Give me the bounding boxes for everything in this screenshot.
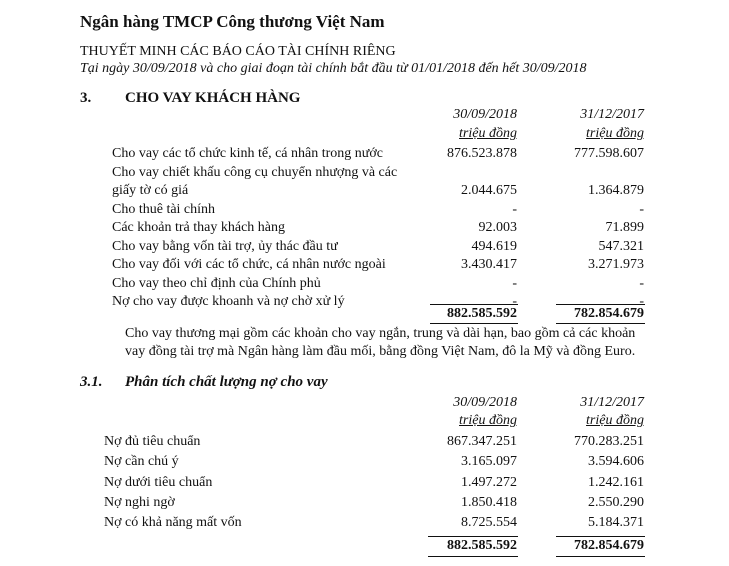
- row-value-2: 777.598.607: [574, 146, 644, 161]
- row-value-2: 1.364.879: [588, 183, 644, 198]
- total-value-2: 782.854.679: [574, 306, 644, 321]
- sub-column-header-date-2: 31/12/2017: [580, 395, 644, 410]
- row-label: Cho vay chiết khấu công cụ chuyển nhượng và các: [112, 164, 398, 180]
- double-rule-1: [430, 323, 518, 324]
- row-value-2: 1.242.161: [588, 474, 644, 490]
- subsection-title: Phân tích chất lượng nợ cho vay: [125, 374, 328, 390]
- row-value-2: 3.271.973: [588, 257, 644, 272]
- bank-name: Ngân hàng TMCP Công thương Việt Nam: [80, 12, 385, 31]
- column-header-date-2: 31/12/2017: [580, 107, 644, 122]
- row-label: Nợ nghi ngờ: [104, 494, 175, 510]
- sub-column-header-unit-2: triệu đồng: [586, 413, 644, 428]
- row-value-2: 2.550.290: [588, 494, 644, 510]
- row-value-1: 876.523.878: [447, 146, 517, 161]
- row-label: Cho thuê tài chính: [112, 201, 216, 217]
- row-value-1: 494.619: [471, 238, 517, 254]
- total-rule-1: [430, 304, 518, 305]
- sub-column-header-date-1: 30/09/2018: [453, 395, 517, 410]
- row-value-1: 867.347.251: [447, 434, 517, 449]
- note-line-1: Cho vay thương mại gồm các khoản cho vay ngắn, trung và dài hạn, bao gồm cả các khoản: [125, 326, 636, 341]
- row-label: Nợ đủ tiêu chuẩn: [104, 434, 201, 449]
- row-label: giấy tờ có giá: [112, 183, 189, 198]
- row-value-2: 71.899: [605, 220, 644, 235]
- row-value-2: 547.321: [598, 238, 644, 254]
- row-label: Nợ cho vay được khoanh và nợ chờ xử lý: [112, 294, 345, 309]
- sub-total-rule-2: [556, 536, 645, 537]
- row-value-1: 3.165.097: [461, 454, 517, 470]
- row-value-1: 8.725.554: [461, 515, 517, 531]
- row-value-1: 1.850.418: [461, 494, 517, 510]
- row-label: Cho vay các tổ chức kinh tế, cá nhân trong nước: [112, 146, 383, 161]
- row-label: Cho vay theo chỉ định của Chính phủ: [112, 275, 321, 291]
- section-number: 3.: [80, 90, 92, 106]
- total-value-1: 882.585.592: [447, 306, 517, 321]
- sub-double-rule-1: [428, 556, 518, 557]
- row-value-2: 3.594.606: [588, 454, 644, 470]
- row-label: Cho vay đối với các tổ chức, cá nhân nước ngoài: [112, 257, 386, 272]
- row-label: Nợ cần chú ý: [104, 454, 179, 470]
- document-period: Tại ngày 30/09/2018 và cho giai đoạn tài chính bắt đầu từ 01/01/2018 đến hết 30/09/2018: [80, 61, 587, 76]
- subsection-number: 3.1.: [80, 374, 103, 390]
- column-header-unit-1: triệu đồng: [459, 126, 517, 141]
- sub-total-value-1: 882.585.592: [447, 538, 517, 553]
- double-rule-2: [556, 323, 645, 324]
- sub-total-value-2: 782.854.679: [574, 538, 644, 553]
- column-header-date-1: 30/09/2018: [453, 107, 517, 122]
- row-label: Cho vay bằng vốn tài trợ, ủy thác đầu tư: [112, 238, 338, 254]
- section-title: CHO VAY KHÁCH HÀNG: [125, 90, 301, 106]
- row-value-1: -: [512, 201, 517, 217]
- row-value-2: -: [639, 201, 644, 217]
- row-value-1: -: [512, 294, 517, 309]
- document-title: THUYẾT MINH CÁC BÁO CÁO TÀI CHÍNH RIÊNG: [80, 44, 396, 59]
- row-label: Nợ dưới tiêu chuẩn: [104, 474, 213, 490]
- row-value-1: 2.044.675: [461, 183, 517, 198]
- sub-total-rule-1: [428, 536, 518, 537]
- total-rule-2: [556, 304, 645, 305]
- row-value-2: 770.283.251: [574, 434, 644, 449]
- row-label: Nợ có khả năng mất vốn: [104, 515, 242, 531]
- row-value-2: -: [639, 294, 644, 309]
- row-value-1: 3.430.417: [461, 257, 517, 272]
- row-value-1: 92.003: [478, 220, 517, 235]
- column-header-unit-2: triệu đồng: [586, 126, 644, 141]
- row-value-2: -: [639, 275, 644, 291]
- sub-column-header-unit-1: triệu đồng: [459, 413, 517, 428]
- note-line-2: vay đồng tài trợ mà Ngân hàng làm đầu mối, bằng đồng Việt Nam, đô la Mỹ và đồng Euro.: [125, 344, 636, 359]
- sub-double-rule-2: [556, 556, 645, 557]
- row-value-2: 5.184.371: [588, 515, 644, 531]
- row-value-1: 1.497.272: [461, 474, 517, 490]
- row-value-1: -: [512, 275, 517, 291]
- row-label: Các khoản trả thay khách hàng: [112, 220, 285, 235]
